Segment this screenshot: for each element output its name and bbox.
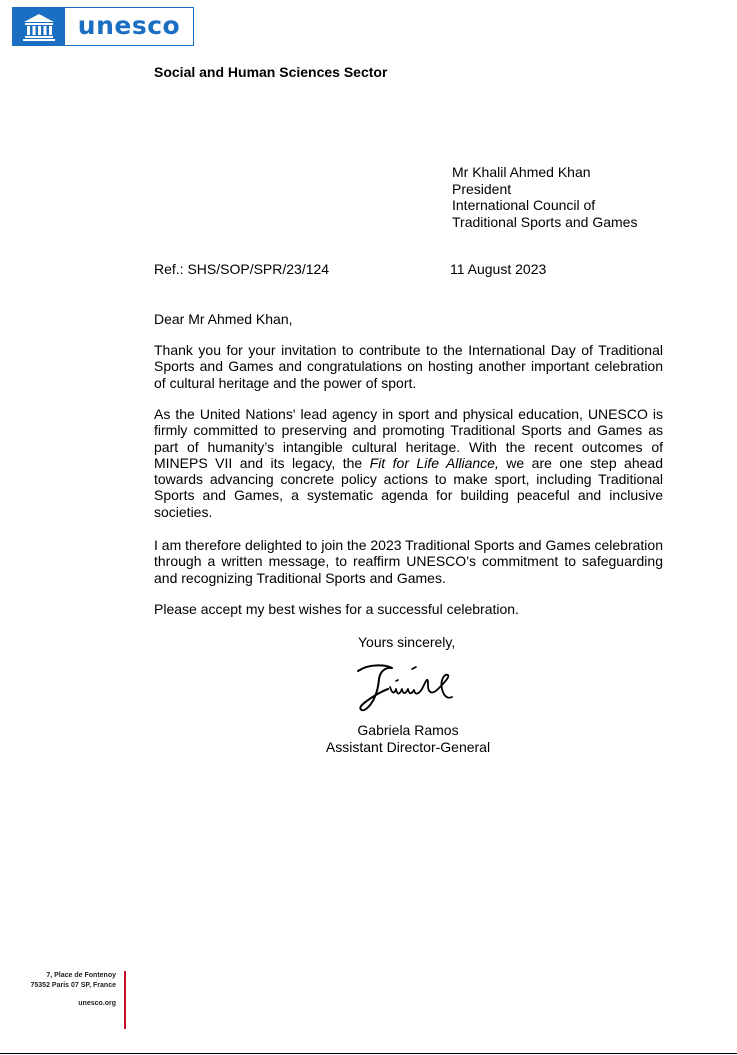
paragraph-3: I am therefore delighted to join the 2023 Traditional Sports and Games celebration through a written message, to reaffirm UNESCO’s commitment to safeguarding and recognizing Traditional Sports and Games. [154,537,663,586]
handwritten-signature [352,659,462,719]
recipient-address [452,164,637,230]
footer-accent-bar [124,971,126,1029]
recipient-org-line-2: Traditional Sports and Games [452,213,638,230]
footer-website: unesco.org [78,1000,116,1007]
sector-heading: Social and Human Sciences Sector [154,64,388,80]
footer-address-line-2: 75352 Paris 07 SP, France [30,982,116,989]
recipient-org-line-1: International Council of [452,197,596,213]
logo-wordmark: unesco [77,11,181,40]
paragraph-1: Thank you for your invitation to contribute to the International Day of Traditional Sports and Games and congratulations on hosting another important celebration of cultural heritage and the power of sport. [154,342,663,391]
recipient-title: President [452,180,512,197]
signatory-title: Assistant Director-General [325,738,491,755]
alliance-name: Fit for Life Alliance, [369,454,499,471]
reference-number: Ref.: SHS/SOP/SPR/23/124 [154,261,330,277]
paragraph-4: Please accept my best wishes for a successful celebration. [154,601,519,617]
temple-emblem-icon [13,8,65,45]
letter-date: 11 August 2023 [450,261,547,277]
signatory-block [300,722,516,755]
salutation: Dear Mr Ahmed Khan, [154,311,293,327]
recipient-name: Mr Khalil Ahmed Khan [452,164,591,180]
unesco-logo [12,7,194,46]
paragraph-2 [154,406,663,520]
signatory-name: Gabriela Ramos [357,722,459,738]
paragraph-2-part-2: we are one step ahead towards advancing concrete policy actions to make sport, including Traditional Sports and Games, a systematic agenda for building peaceful and inclusive societies. [154,454,663,520]
page-bottom-rule [0,1053,737,1054]
closing: Yours sincerely, [358,634,456,650]
footer-address [10,971,116,1009]
paragraph-2-part-1: As the United Nations' lead agency in sport and physical education, UNESCO is firmly committed to preserving and promoting Traditional Sports and Games as part of humanity’s intangible cultural heritage. With the recent outcomes of MINEPS VII and its legacy, the [154,406,663,471]
footer-address-line-1: 7, Place de Fontenoy [46,972,116,979]
